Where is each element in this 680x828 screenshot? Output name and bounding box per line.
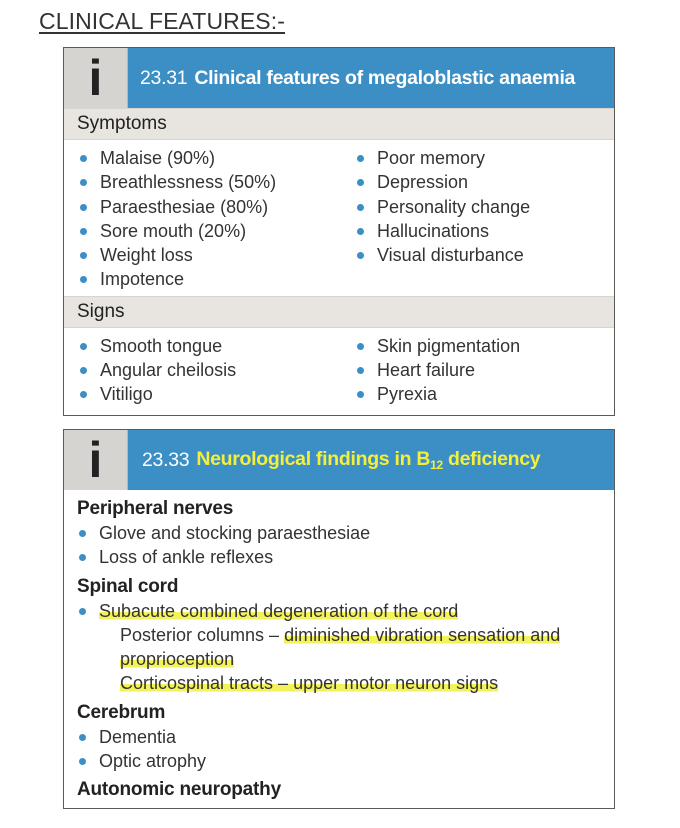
highlighted-text: Corticospinal tracts – upper motor neuron signs: [120, 673, 499, 694]
title-subscript: 12: [430, 458, 443, 472]
box-title: [128, 48, 614, 108]
clinical-features-box: [63, 47, 615, 416]
info-icon: i: [88, 50, 103, 106]
box-number: 23.33: [142, 448, 190, 471]
peripheral-nerves-heading: Peripheral nerves: [77, 498, 234, 519]
box-title: [128, 430, 614, 490]
spinal-cord-list: [77, 599, 614, 623]
section-heading-signs: Signs: [64, 296, 614, 328]
highlighted-text: Subacute combined degeneration of the cord: [99, 600, 459, 621]
list-item: Breathlessness (50%): [78, 170, 355, 194]
title-prefix: Neurological findings in B: [196, 448, 431, 470]
highlighted-text: diminished vibration sensation and: [284, 624, 561, 645]
list-item: Personality change: [355, 195, 530, 219]
list-item: Depression: [355, 170, 530, 194]
box-header: [64, 48, 614, 108]
list-item: Hallucinations: [355, 219, 530, 243]
info-tab: [64, 48, 128, 108]
neurological-findings-box: [63, 429, 615, 809]
signs-right-column: [355, 334, 520, 407]
list-item: Paraesthesiae (80%): [78, 195, 355, 219]
box-number: 23.31: [140, 66, 188, 89]
box-body: [64, 490, 614, 802]
autonomic-neuropathy-heading: Autonomic neuropathy: [77, 779, 281, 801]
list-item: Loss of ankle reflexes: [77, 545, 614, 569]
list-item: Optic atrophy: [77, 749, 614, 773]
list-item: Weight loss: [78, 243, 355, 267]
spinal-detail-posterior: [77, 623, 614, 647]
peripheral-nerves-list: [77, 521, 614, 570]
symptoms-right-column: [355, 146, 530, 292]
cerebrum-heading: Cerebrum: [77, 701, 166, 723]
list-item: Vitiligo: [78, 382, 355, 406]
page-heading: CLINICAL FEATURES:-: [39, 8, 285, 34]
info-tab: [64, 430, 128, 490]
list-item: Malaise (90%): [78, 146, 355, 170]
list-item: Angular cheilosis: [78, 358, 355, 382]
info-icon: i: [88, 432, 103, 488]
signs-left-column: [78, 334, 355, 407]
spinal-cord-heading: Spinal cord: [77, 575, 179, 597]
signs-list: [64, 328, 614, 407]
detail-label: Posterior columns –: [120, 624, 285, 645]
box-title-text: [196, 448, 540, 472]
spinal-detail-corticospinal: [77, 671, 614, 695]
list-item: Visual disturbance: [355, 243, 530, 267]
list-item: Pyrexia: [355, 382, 520, 406]
symptoms-left-column: [78, 146, 355, 292]
list-item: Heart failure: [355, 358, 520, 382]
list-item: [77, 599, 614, 623]
list-item: Glove and stocking paraesthesiae: [77, 521, 614, 545]
highlighted-text: proprioception: [120, 649, 235, 670]
list-item: Skin pigmentation: [355, 334, 520, 358]
symptoms-list: [64, 140, 614, 296]
section-heading-symptoms: Symptoms: [64, 108, 614, 140]
cerebrum-list: [77, 725, 614, 774]
list-item: Dementia: [77, 725, 614, 749]
box-header: [64, 430, 614, 490]
list-item: Smooth tongue: [78, 334, 355, 358]
title-suffix: deficiency: [442, 448, 541, 470]
spinal-detail-proprioception: [77, 647, 614, 671]
list-item: Sore mouth (20%): [78, 219, 355, 243]
list-item: Poor memory: [355, 146, 530, 170]
list-item: Impotence: [78, 267, 355, 291]
box-title-text: Clinical features of megaloblastic anaemia: [194, 66, 576, 89]
